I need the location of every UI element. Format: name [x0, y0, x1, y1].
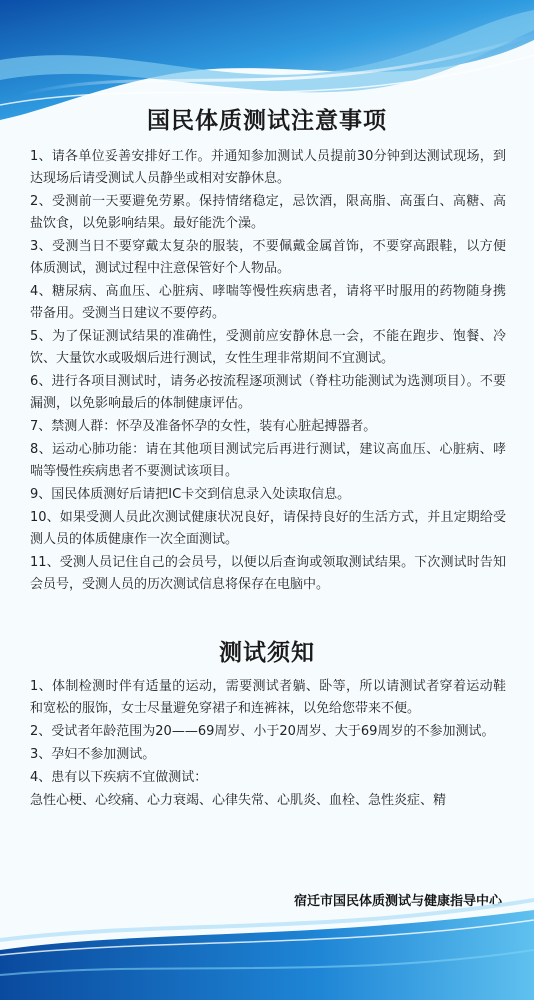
- list-item: 5、为了保证测试结果的准确性，受测前应安静休息一会，不能在跑步、饱餐、冷饮、大量饮水或吸烟后进行测试，女性生理非常期间不宜测试。: [30, 329, 506, 366]
- list-item: 8、运动心肺功能：请在其他项目测试完后再进行测试，建议高血压、心脏病、哮喘等慢性疾病患者不要测试该项目。: [30, 442, 506, 479]
- list-item: 3、受测当日不要穿戴太复杂的服装，不要佩戴金属首饰，不要穿高跟鞋，以方便体质测试，测试过程中注意保管好个人物品。: [30, 239, 506, 276]
- list-item: 1、请各单位妥善安排好工作。并通知参加测试人员提前30分钟到达测试现场，到达现场后请受测试人员静坐或相对安静休息。: [30, 149, 506, 186]
- list-item: 4、糖尿病、高血压、心脏病、哮喘等慢性疾病患者，请将平时服用的药物随身携带备用。受测当日建议不要停药。: [30, 284, 506, 321]
- bottom-wave-decoration: [0, 880, 534, 1000]
- list-item: 10、如果受测人员此次测试健康状况良好，请保持良好的生活方式，并且定期给受测人员的体质健康作一次全面测试。: [30, 510, 506, 547]
- precautions-list: [30, 146, 506, 597]
- section-title-precautions: 国民体质测试注意事项: [147, 108, 387, 134]
- test-notice-list: [30, 676, 506, 813]
- list-item: 11、受测人员记住自己的会员号，以便以后查询或领取测试结果。下次测试时告知会员号，受测人员的历次测试信息将保存在电脑中。: [30, 555, 506, 592]
- list-item: 1、体制检测时伴有适量的运动，需要测试者躺、卧等，所以请测试者穿着运动鞋和宽松的服饰，女士尽量避免穿裙子和连裤袜，以免给您带来不便。: [30, 679, 506, 716]
- section-title-test-notice: 测试须知: [219, 640, 315, 666]
- list-item: 4、患有以下疾病不宜做测试：: [30, 770, 208, 785]
- list-item: 2、受测前一天要避免劳累。保持情绪稳定，忌饮酒，限高脂、高蛋白、高糖、高盐饮食，以免影响结果。最好能洗个澡。: [30, 194, 506, 231]
- list-item: 3、孕妇不参加测试。: [30, 747, 156, 762]
- list-item: 急性心梗、心绞痛、心力衰竭、心律失常、心肌炎、血栓、急性炎症、精: [30, 793, 447, 808]
- organization-name: 宿迁市国民体质测试与健康指导中心: [293, 894, 502, 909]
- list-item: 7、禁测人群：怀孕及准备怀孕的女性，装有心脏起搏器者。: [30, 419, 377, 434]
- list-item: 9、国民体质测好后请把IC卡交到信息录入处读取信息。: [30, 487, 351, 502]
- list-item: 6、进行各项目测试时，请务必按流程逐项测试（脊柱功能测试为选测项目）。不要漏测，以免影响最后的体制健康评估。: [30, 374, 506, 411]
- list-item: 2、受试者年龄范围为20——69周岁、小于20周岁、大于69周岁的不参加测试。: [30, 724, 495, 739]
